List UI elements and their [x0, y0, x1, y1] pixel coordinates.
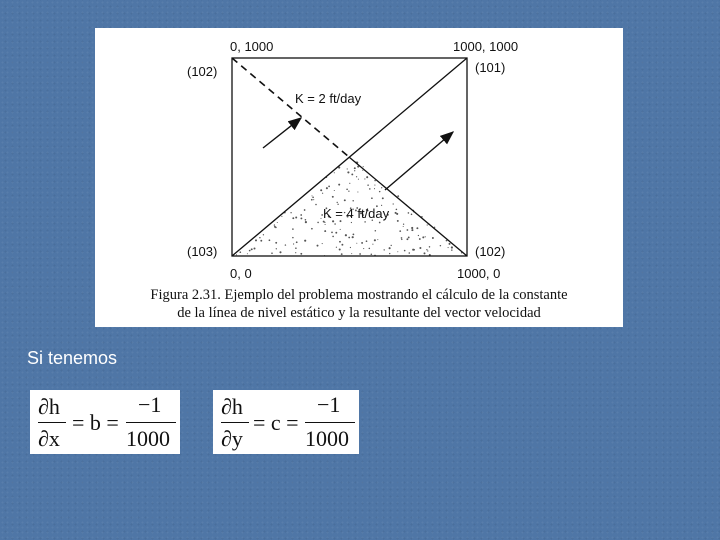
- stipple-dot: [352, 200, 354, 202]
- eq-denominator: ∂y: [221, 426, 243, 451]
- stipple-dot: [374, 239, 376, 241]
- stipple-dot: [249, 250, 251, 252]
- stipple-dot: [422, 236, 424, 238]
- stipple-dot: [404, 250, 406, 252]
- stipple-dot: [251, 248, 253, 250]
- stipple-dot: [379, 191, 380, 192]
- velocity-arrow-lower: [385, 132, 453, 190]
- stipple-dot: [367, 184, 369, 186]
- stipple-dot: [331, 232, 333, 234]
- stipple-dot: [374, 185, 375, 186]
- stipple-dot: [322, 193, 323, 194]
- stipple-dot: [274, 226, 276, 228]
- stipple-dot: [300, 214, 302, 216]
- stipple-dot: [295, 217, 297, 219]
- stipple-dot: [353, 234, 355, 236]
- stipple-dot: [351, 253, 352, 254]
- stipple-dot: [345, 234, 347, 236]
- stipple-dot: [315, 204, 317, 206]
- label-top-right-coord: 1000, 1000: [453, 39, 519, 54]
- stipple-dot: [403, 224, 404, 225]
- stipple-dot: [281, 216, 282, 217]
- stipple-dot: [408, 236, 410, 238]
- stipple-dot: [351, 222, 352, 223]
- stipple-dot: [344, 199, 346, 201]
- stipple-dot: [277, 222, 278, 223]
- stipple-dot: [311, 199, 313, 201]
- label-top-right-node: (101): [475, 60, 506, 75]
- stipple-dot: [416, 227, 418, 229]
- stipple-dot: [335, 232, 337, 234]
- stipple-dot: [293, 243, 294, 244]
- stipple-dot: [255, 239, 257, 241]
- stipple-dot: [259, 237, 260, 238]
- stipple-dot: [290, 212, 291, 213]
- stipple-dot: [339, 241, 340, 242]
- stipple-dot: [313, 199, 314, 200]
- stipple-dot: [356, 176, 357, 177]
- stipple-dot: [397, 251, 398, 252]
- stipple-dot: [275, 242, 277, 244]
- stipple-dot: [363, 166, 364, 167]
- stipple-dot: [325, 224, 326, 225]
- stipple-dot: [350, 247, 351, 248]
- stipple-dot: [382, 197, 384, 199]
- caption-line-1: Figura 2.31. Ejemplo del problema mostrando el cálculo de la constante: [150, 287, 568, 303]
- eq-rhs-numerator: −1: [317, 392, 341, 417]
- stipple-dot: [263, 234, 264, 235]
- eq-middle: = b =: [72, 410, 119, 435]
- stipple-dot: [305, 221, 307, 223]
- label-bottom-right-coord: 1000, 0: [457, 266, 501, 281]
- stipple-dot: [419, 238, 421, 240]
- stipple-dot: [348, 191, 349, 192]
- stipple-dot: [424, 252, 426, 254]
- stipple-dot: [304, 209, 306, 211]
- stipple-dot: [349, 183, 350, 184]
- stipple-dot: [432, 237, 434, 239]
- fraction-bar: [38, 422, 66, 423]
- caption-line-2: de la línea de nivel estático y la resultante del vector velocidad: [177, 305, 541, 321]
- eq-middle: = c =: [253, 410, 299, 435]
- stipple-dot: [356, 243, 357, 244]
- dashed-equipotential: [232, 58, 349, 157]
- stipple-dot: [347, 168, 348, 169]
- label-bottom-left-coord: 0, 0: [230, 266, 252, 281]
- stipple-dot: [411, 214, 413, 216]
- eq-numerator: ∂h: [221, 394, 243, 419]
- velocity-arrow-upper: [263, 118, 301, 148]
- equation-dh-dx: [30, 390, 180, 454]
- stipple-dot: [389, 247, 391, 249]
- stipple-dot: [346, 189, 348, 191]
- stipple-dot: [383, 249, 384, 250]
- eq-rhs-denominator: 1000: [126, 426, 170, 451]
- stipple-dot: [364, 221, 366, 223]
- stipple-dot: [363, 248, 364, 249]
- stipple-dot: [334, 172, 335, 173]
- stipple-dot: [269, 239, 271, 241]
- stipple-dot: [409, 252, 411, 254]
- stipple-dot: [395, 212, 397, 214]
- stipple-dot: [425, 236, 426, 237]
- stipple-dot: [374, 188, 375, 189]
- stipple-dot: [305, 219, 307, 221]
- stipple-dot: [401, 239, 402, 240]
- stipple-dot: [320, 189, 322, 191]
- stipple-dot: [271, 252, 273, 254]
- stipple-dot: [279, 251, 281, 253]
- stipple-dot: [311, 195, 312, 196]
- stipple-dot: [336, 247, 337, 248]
- stipple-dot: [296, 241, 298, 243]
- stipple-dot: [429, 246, 430, 247]
- stipple-dot: [369, 248, 371, 250]
- stipple-dot: [328, 186, 330, 188]
- stipple-dot: [295, 247, 297, 249]
- stipple-dot: [332, 236, 334, 238]
- fraction-bar: [305, 422, 355, 423]
- stipple-dot: [295, 252, 296, 253]
- stipple-dot: [427, 250, 428, 251]
- stipple-dot: [292, 237, 294, 239]
- stipple-dot: [413, 249, 415, 251]
- stipple-dot: [247, 253, 248, 254]
- figure-caption: [95, 286, 623, 322]
- label-k-lower: K = 4 ft/day: [323, 206, 390, 221]
- stipple-dot: [375, 230, 377, 232]
- stipple-dot: [407, 229, 409, 231]
- stipple-dot: [324, 230, 326, 232]
- stipple-dot: [366, 176, 368, 178]
- stipple-dot: [359, 253, 361, 255]
- stipple-dot: [389, 253, 390, 254]
- fraction-bar: [126, 422, 176, 423]
- stipple-dot: [426, 249, 427, 250]
- stipple-dot: [362, 170, 363, 171]
- stipple-dot: [300, 253, 302, 255]
- label-top-left-node: (102): [187, 64, 218, 79]
- stipple-dot: [334, 223, 336, 225]
- fraction-bar: [221, 422, 249, 423]
- stipple-dot: [371, 197, 373, 199]
- stipple-dot: [326, 187, 328, 189]
- stipple-dot: [440, 245, 441, 246]
- stipple-dot: [337, 204, 338, 205]
- stipple-dot: [406, 238, 408, 240]
- stipple-dot: [427, 224, 428, 225]
- figure-image: [95, 28, 623, 327]
- label-top-left-coord: 0, 1000: [230, 39, 274, 54]
- stipple-dot: [332, 196, 334, 198]
- stipple-dot: [411, 229, 413, 231]
- stipple-dot: [292, 217, 294, 219]
- eq-numerator: ∂h: [38, 394, 60, 419]
- stipple-dot: [236, 254, 237, 255]
- stipple-dot: [411, 227, 413, 229]
- stipple-dot: [239, 251, 241, 253]
- stipple-dot: [361, 242, 363, 244]
- stipple-dot: [337, 202, 338, 203]
- stipple-dot: [393, 203, 394, 204]
- stipple-dot: [397, 220, 399, 222]
- stipple-dot: [304, 240, 306, 242]
- stipple-dot: [381, 187, 382, 188]
- stipple-dot: [379, 222, 381, 224]
- stipple-dot: [418, 235, 419, 236]
- stipple-dot: [351, 173, 353, 175]
- label-k-upper: K = 2 ft/day: [295, 91, 362, 106]
- stipple-dot: [403, 226, 404, 227]
- stipple-dot: [274, 224, 275, 225]
- stipple-dot: [334, 190, 335, 191]
- stipple-dot: [449, 243, 451, 245]
- stipple-dot: [364, 178, 365, 179]
- stipple-dot: [311, 228, 313, 230]
- stipple-dot: [419, 247, 421, 249]
- stipple-dot: [357, 191, 358, 192]
- stipple-dot: [276, 248, 277, 249]
- stipple-dot: [399, 230, 401, 232]
- equation-dh-dy: [213, 390, 359, 454]
- stipple-dot: [448, 247, 449, 248]
- stipple-dot: [396, 209, 398, 211]
- stipple-dot: [451, 249, 452, 250]
- stipple-dot: [253, 247, 255, 249]
- stipple-dot: [338, 184, 340, 186]
- stipple-dot: [372, 244, 373, 245]
- stipple-dot: [391, 245, 392, 246]
- stipple-dot: [300, 217, 302, 219]
- stipple-dot: [341, 244, 343, 246]
- stipple-dot: [260, 240, 262, 242]
- eq-denominator: ∂x: [38, 426, 60, 451]
- eq-rhs-numerator: −1: [138, 392, 162, 417]
- stipple-dot: [348, 237, 350, 239]
- stipple-dot: [312, 196, 314, 198]
- stipple-dot: [352, 236, 354, 238]
- stipple-dot: [371, 254, 373, 256]
- stipple-dot: [341, 253, 343, 255]
- body-text: Si tenemos: [27, 348, 118, 368]
- eq-rhs-denominator: 1000: [305, 426, 349, 451]
- label-bottom-left-node: (103): [187, 244, 218, 259]
- stipple-dot: [347, 171, 349, 173]
- stipple-dot: [401, 237, 403, 239]
- stipple-dot: [451, 246, 453, 248]
- stipple-dot: [320, 218, 321, 219]
- stipple-dot: [377, 239, 378, 240]
- stipple-dot: [317, 222, 319, 224]
- stipple-dot: [369, 188, 371, 190]
- stipple-dot: [340, 229, 341, 230]
- stipple-dot: [292, 228, 294, 230]
- stipple-dot: [285, 244, 286, 245]
- stipple-dot: [354, 167, 356, 169]
- stipple-dot: [366, 240, 368, 242]
- stipple-dot: [339, 248, 341, 250]
- stipple-dot: [354, 170, 355, 171]
- stipple-dot: [397, 195, 399, 197]
- stipple-dot: [408, 212, 410, 214]
- stipple-dot: [322, 243, 323, 244]
- label-bottom-right-node: (102): [475, 244, 506, 259]
- flow-net-diagram: [95, 28, 623, 288]
- stipple-dot: [358, 179, 359, 180]
- stipple-dot: [317, 245, 319, 247]
